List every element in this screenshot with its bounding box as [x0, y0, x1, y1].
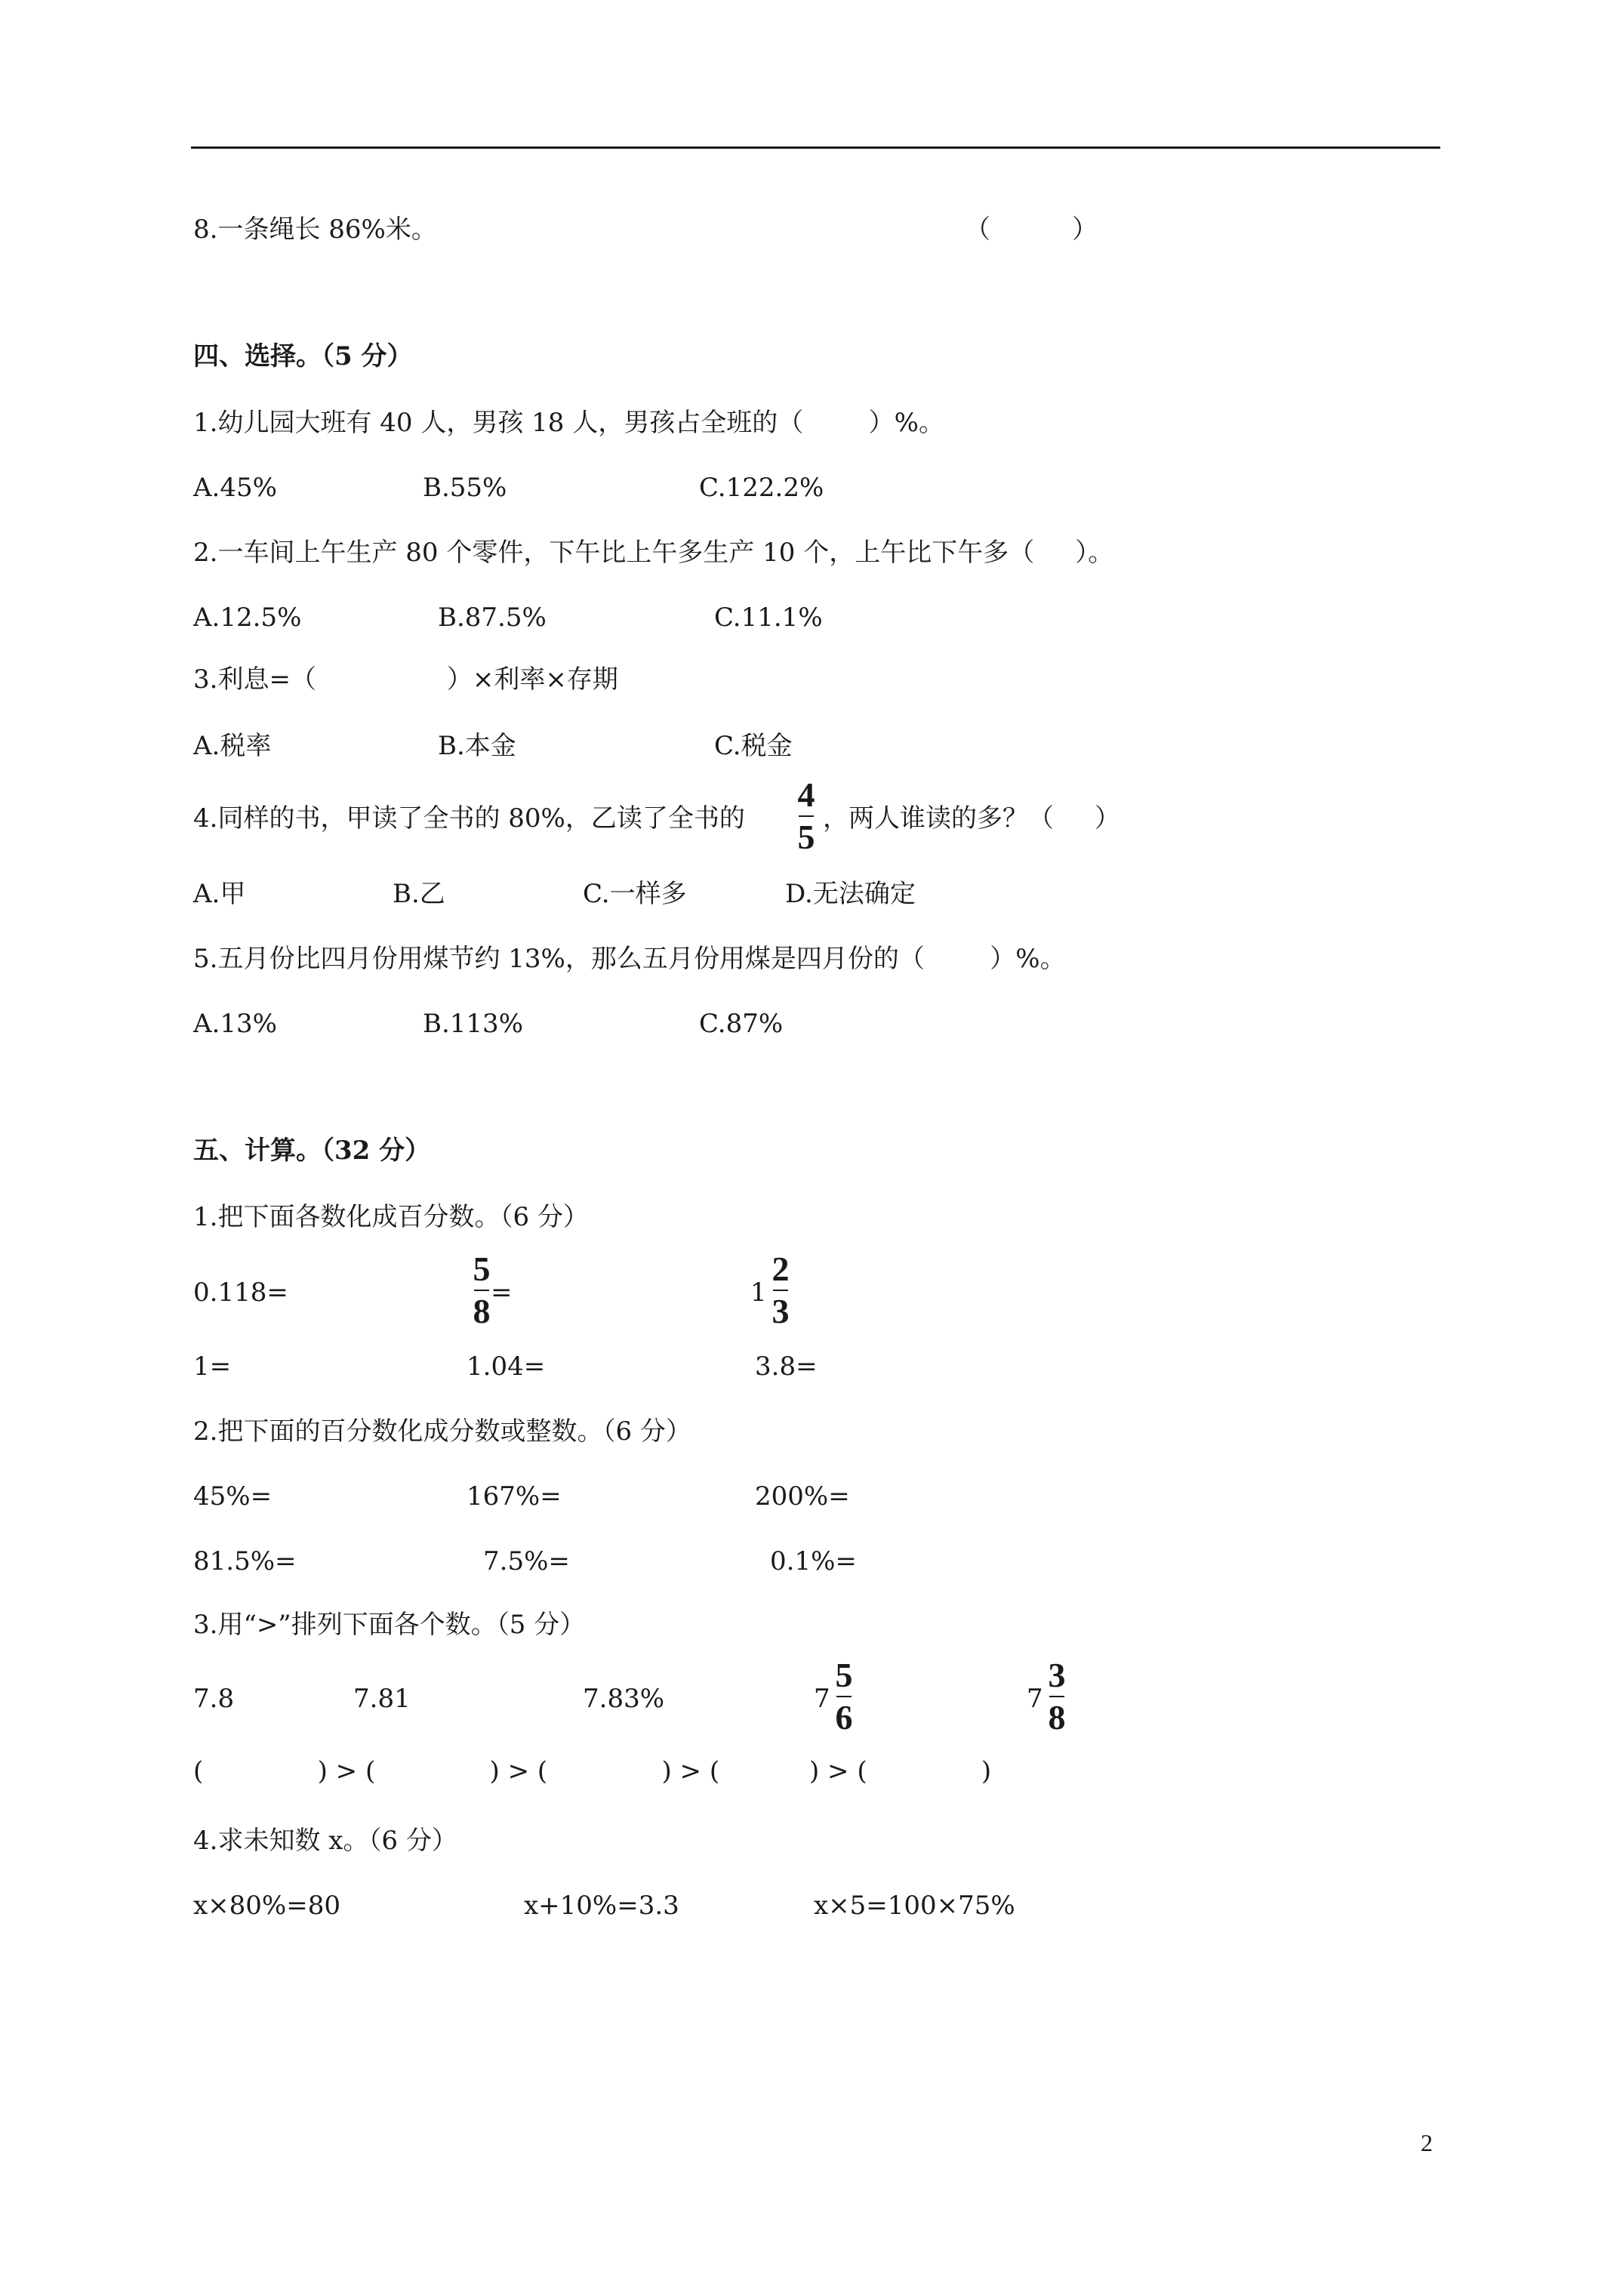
fraction-denominator: 3 [771, 1292, 790, 1330]
s4-q4-text-before: 4.同样的书，甲读了全书的 80%，乙读了全书的 [193, 803, 745, 834]
s5-part3-number1: 7.8 [193, 1684, 235, 1714]
s5-part3-fraction1-whole: 7 [814, 1684, 830, 1714]
s4-q3-option-b: B.本金 [438, 731, 516, 761]
s5-part1-fraction2-whole: 1 [750, 1277, 767, 1308]
s4-q1-option-c: C.122.2% [699, 473, 824, 503]
s5-part2-title: 2.把下面的百分数化成分数或整数。（6 分） [193, 1416, 691, 1447]
s5-part1-fraction1-suffix: = [491, 1277, 513, 1308]
s5-part1-row2-c: 3.8= [755, 1351, 818, 1382]
s4-q1-text: 1.幼儿园大班有 40 人，男孩 18 人，男孩占全班的（ ）%。 [193, 408, 944, 438]
s5-part3-number2: 7.81 [353, 1684, 411, 1714]
s4-q4-text-after: ，两人谁读的多？（ ） [823, 803, 1121, 834]
s4-q1-option-b: B.55% [423, 473, 507, 503]
fraction-bar [474, 1290, 489, 1291]
s5-part4-equation3: x×5=100×75% [814, 1891, 1015, 1921]
section4-title: 四、选择。（5 分） [193, 341, 413, 371]
s4-q4-option-d: D.无法确定 [785, 879, 916, 909]
s5-part1-item1: 0.118= [193, 1277, 288, 1308]
fraction-denominator: 5 [797, 818, 815, 856]
page-number: 2 [1421, 2129, 1433, 2156]
s5-part3-answer-blanks: ( ) > ( ) > ( ) > ( ) > ( ) [193, 1756, 992, 1786]
s4-q5-option-a: A.13% [193, 1009, 277, 1039]
fraction-denominator: 8 [1048, 1698, 1066, 1737]
section5-title: 五、计算。（32 分） [193, 1136, 431, 1166]
s5-part2-row1-a: 45%= [193, 1481, 273, 1512]
fraction-denominator: 6 [835, 1698, 853, 1737]
fraction-numerator: 3 [1048, 1656, 1066, 1694]
s5-part4-equation2: x+10%=3.3 [524, 1891, 679, 1921]
s5-part2-row2-b: 7.5%= [483, 1546, 570, 1576]
s4-q5-text: 5.五月份比四月份用煤节约 13%，那么五月份用煤是四月份的（ ）%。 [193, 944, 1066, 974]
s4-q2-text: 2.一车间上午生产 80 个零件，下午比上午多生产 10 个，上午比下午多（ ）。 [193, 538, 1114, 568]
s4-q3-option-c: C.税金 [714, 731, 793, 761]
s4-q2-option-c: C.11.1% [714, 603, 823, 633]
fraction-bar [773, 1290, 788, 1291]
s4-q2-option-a: A.12.5% [193, 603, 302, 633]
s5-part1-row2-a: 1= [193, 1351, 232, 1382]
fraction-denominator: 8 [473, 1292, 491, 1330]
s5-part3-number3: 7.83% [583, 1684, 665, 1714]
s5-part1-row2-b: 1.04= [467, 1351, 546, 1382]
s4-q4-option-b: B.乙 [393, 879, 445, 909]
fraction-numerator: 5 [835, 1656, 853, 1694]
s5-part4-title: 4.求未知数 x。（6 分） [193, 1826, 457, 1856]
s4-q2-option-b: B.87.5% [438, 603, 547, 633]
s4-q4-option-a: A.甲 [193, 879, 246, 909]
s5-part2-row2-a: 81.5%= [193, 1546, 297, 1576]
fraction-numerator: 5 [473, 1250, 491, 1288]
s5-part2-row1-b: 167%= [467, 1481, 562, 1512]
s4-q3-option-a: A.税率 [193, 731, 272, 761]
fraction-bar [1049, 1696, 1064, 1697]
q8-text: 8.一条绳长 86%米。 [193, 214, 437, 245]
s5-part2-row1-c: 200%= [755, 1481, 850, 1512]
s4-q5-option-b: B.113% [423, 1009, 523, 1039]
s5-part3-title: 3.用“>”排列下面各个数。（5 分） [193, 1610, 586, 1640]
s4-q4-option-c: C.一样多 [583, 879, 687, 909]
s5-part2-row2-c: 0.1%= [770, 1546, 857, 1576]
s5-part3-fraction2-whole: 7 [1027, 1684, 1043, 1714]
s4-q1-option-a: A.45% [193, 473, 277, 503]
s5-part4-equation1: x×80%=80 [193, 1891, 340, 1921]
fraction-bar [799, 815, 814, 817]
s4-q3-text: 3.利息=（ ）×利率×存期 [193, 664, 618, 695]
q8-answer-blank: （ ） [965, 214, 1098, 245]
header-rule [191, 146, 1440, 149]
fraction-bar [836, 1696, 852, 1697]
fraction-numerator: 2 [771, 1250, 790, 1288]
fraction-numerator: 4 [797, 775, 815, 814]
s5-part1-title: 1.把下面各数化成百分数。（6 分） [193, 1202, 589, 1232]
s4-q5-option-c: C.87% [699, 1009, 784, 1039]
